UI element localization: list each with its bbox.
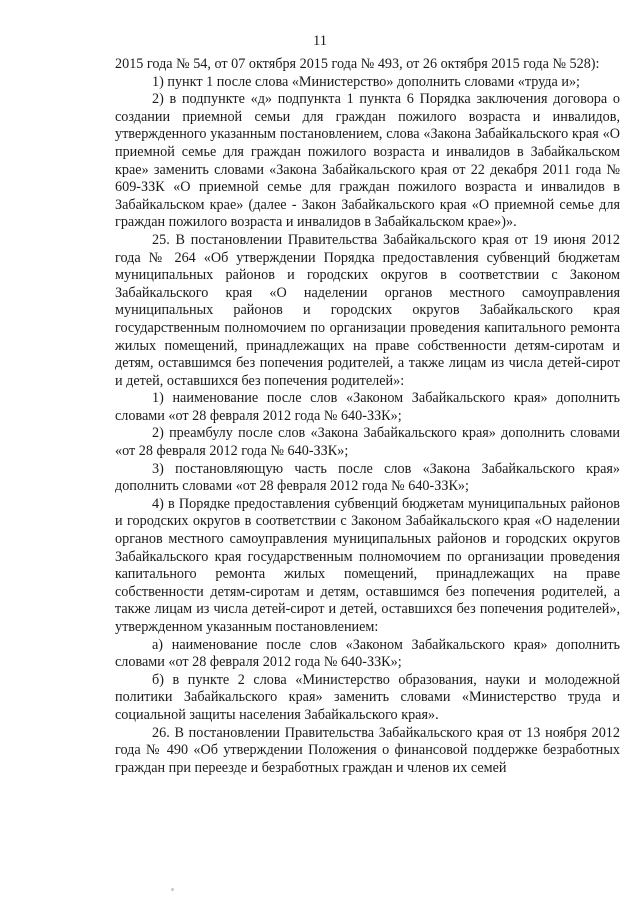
scan-speck <box>171 888 174 891</box>
paragraph: 2015 года № 54, от 07 октября 2015 года № 493, от 26 октября 2015 года № 528): <box>115 56 600 72</box>
paragraph: 2) в подпункте «д» подпункта 1 пункта 6 Порядка заключения договора о создании приемной семьи для граждан пожилого возраста и инвалидов, утвержденного указанным постановлением, слова «Закона Забайкальского края «О приемной семье для граждан пожилого возраста и инвалидов в Забайкальском крае» заменить словами «Закона Забайкальского края от 22 декабря 2011 года № 609-ЗЗК «О приемной семье для граждан пожилого возраста и инвалидов в Забайкальском крае» (далее - Закон Забайкальского края «О приемной семье для граждан пожилого возраста и инвалидов в Забайкальском крае»)». <box>115 91 620 231</box>
document-body <box>115 56 620 777</box>
paragraph: б) в пункте 2 слова «Министерство образования, науки и молодежной политики Забайкальского края» заменить словами «Министерство труда и социальной защиты населения Забайкальского края». <box>115 671 620 723</box>
paragraph: а) наименование после слов «Законом Забайкальского края» дополнить словами «от 28 февраля 2012 года № 640-ЗЗК»; <box>115 636 620 671</box>
paragraph: 2) преамбулу после слов «Закона Забайкальского края» дополнить словами «от 28 февраля 2012 года № 640-ЗЗК»; <box>115 425 620 460</box>
paragraph: 26. В постановлении Правительства Забайкальского края от 13 ноября 2012 года № 490 «Об утверждении Положения о финансовой поддержке безработных граждан при переезде и безработных граждан и членов их семей <box>115 724 620 776</box>
page-number: 11 <box>313 33 327 49</box>
paragraph: 4) в Порядке предоставления субвенций бюджетам муниципальных районов и городских округов в соответствии с Законом Забайкальского края «О наделении органов местного самоуправления муниципальных районов и городских округов Забайкальского края государственным полномочием по организации проведения капитального ремонта жилых помещений, принадлежащих на праве собственности детям-сиротам и детям, оставшимся без попечения родителей, а также лицам из числа детей-сирот и детей, оставшихся без попечения родителей», утвержденном указанным постановлением: <box>115 495 620 635</box>
paragraph: 1) наименование после слов «Законом Забайкальского края» дополнить словами «от 28 февраля 2012 года № 640-ЗЗК»; <box>115 390 620 424</box>
paragraph: 1) пункт 1 после слова «Министерство» дополнить словами «труда и»; <box>152 73 580 90</box>
paragraph: 3) постановляющую часть после слов «Закона Забайкальского края» дополнить словами «от 28 февраля 2012 года № 640-ЗЗК»; <box>115 460 620 495</box>
paragraph: 25. В постановлении Правительства Забайкальского края от 19 июня 2012 года № 264 «Об утверждении Порядка предоставления субвенций бюджетам муниципальных районов и городских округов в соответствии с Законом Забайкальского края «О наделении органов местного самоуправления муниципальных районов и городских округов Забайкальского края государственным полномочием по организации проведения капитального ремонта жилых помещений, принадлежащих на праве собственности детям-сиротам и детям, оставшимся без попечения родителей, а также лицам из числа детей-сирот и детей, оставшихся без попечения родителей»: <box>115 231 620 389</box>
